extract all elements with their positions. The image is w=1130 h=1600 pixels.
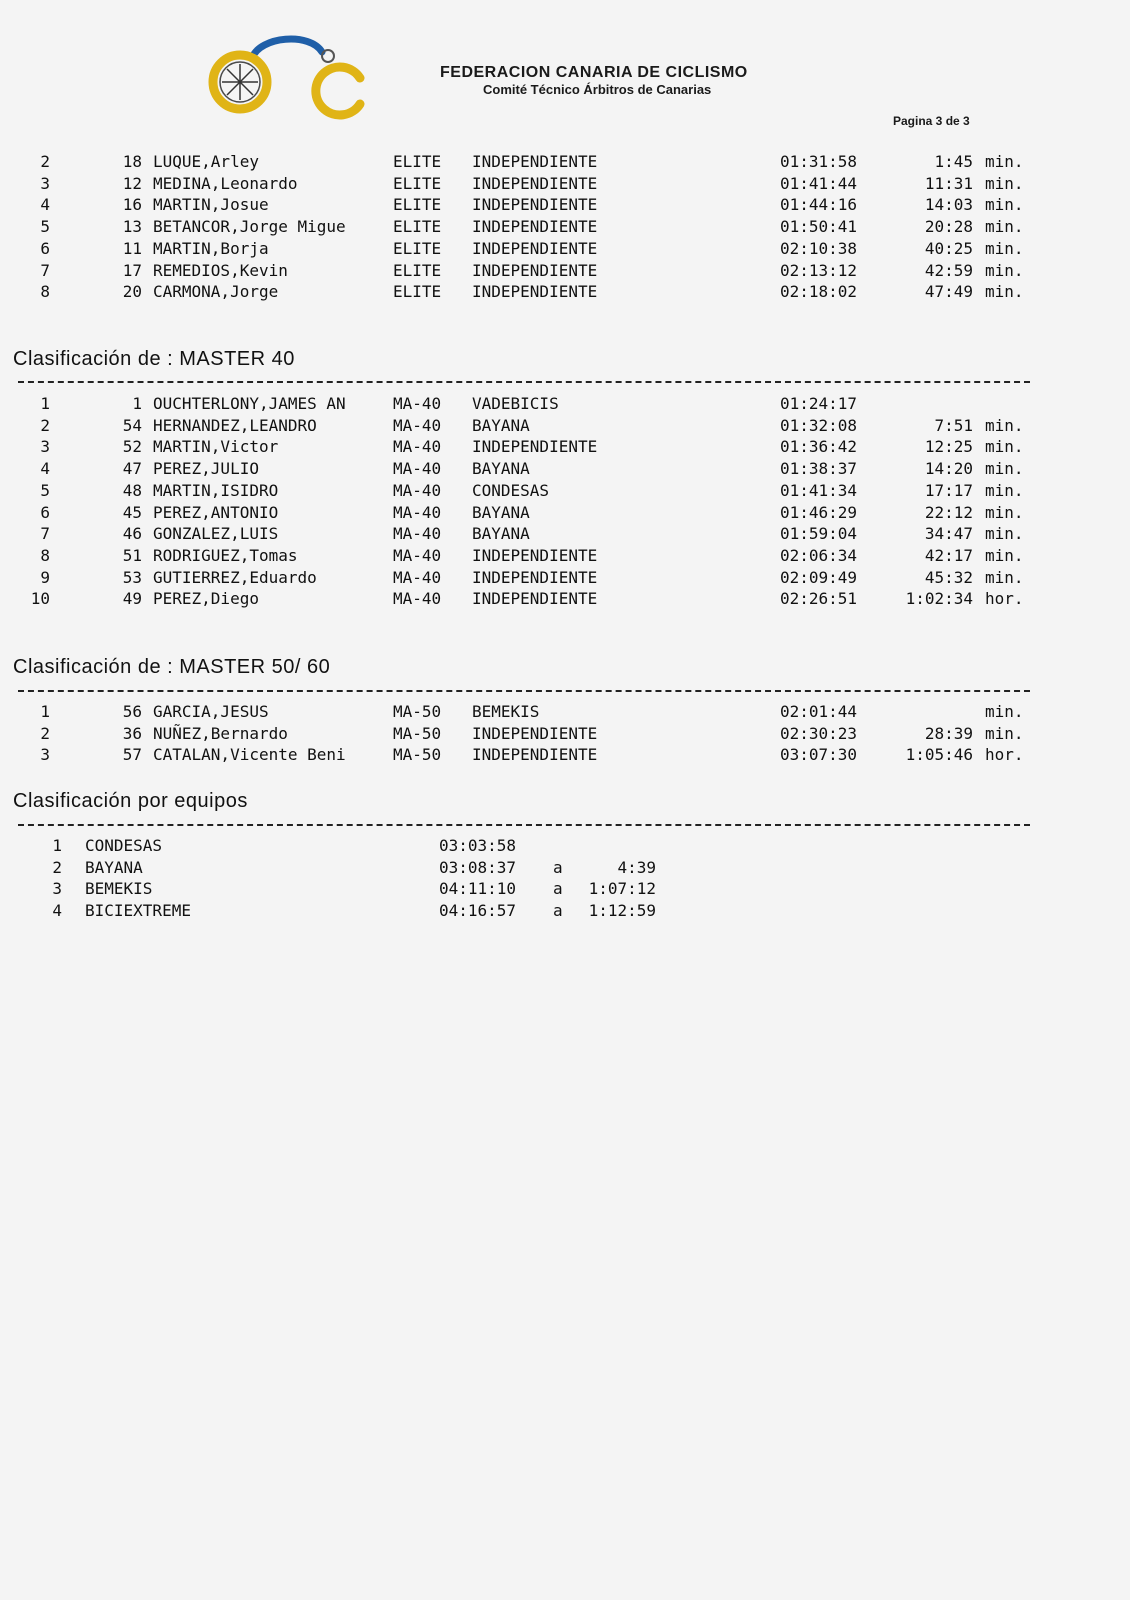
rider-name: NUÑEZ,Bernardo bbox=[153, 723, 288, 743]
gap-unit: min. bbox=[985, 437, 1024, 457]
rider-name: OUCHTERLONY,JAMES AN bbox=[153, 394, 346, 413]
dorsal-number: 36 bbox=[122, 723, 142, 743]
result-row bbox=[0, 723, 1130, 745]
category: ELITE bbox=[393, 217, 442, 237]
category: ELITE bbox=[393, 238, 442, 258]
teams-divider bbox=[18, 824, 1030, 826]
dorsal-number: 20 bbox=[122, 282, 142, 302]
time-gap: 7:51 bbox=[934, 415, 973, 435]
team-time: 04:16:57 bbox=[439, 901, 517, 921]
time-gap: 14:03 bbox=[924, 195, 973, 215]
position: 10 bbox=[30, 589, 50, 609]
dorsal-number: 11 bbox=[122, 238, 142, 258]
gap-unit: min. bbox=[985, 238, 1024, 258]
rider-name: MARTIN,Josue bbox=[153, 195, 269, 215]
position: 1 bbox=[40, 702, 50, 721]
team-time: 04:11:10 bbox=[439, 879, 517, 899]
rider-name: CATALAN,Vicente Beni bbox=[153, 745, 346, 765]
rider-name: GARCIA,JESUS bbox=[153, 702, 269, 721]
category: MA-50 bbox=[393, 745, 442, 765]
gap-unit: min. bbox=[985, 217, 1024, 237]
category: MA-40 bbox=[393, 502, 442, 522]
dorsal-number: 57 bbox=[122, 745, 142, 765]
dorsal-number: 51 bbox=[122, 545, 142, 565]
finish-time: 02:26:51 bbox=[780, 589, 858, 609]
finish-time: 01:38:37 bbox=[780, 459, 858, 479]
result-row bbox=[0, 545, 1130, 567]
category: MA-40 bbox=[393, 567, 442, 587]
dorsal-number: 52 bbox=[122, 437, 142, 457]
rider-name: GONZALEZ,LUIS bbox=[153, 524, 279, 544]
rider-name: PEREZ,Diego bbox=[153, 589, 259, 609]
category: ELITE bbox=[393, 173, 442, 193]
gap-unit: min. bbox=[985, 459, 1024, 479]
time-gap: 22:12 bbox=[924, 502, 973, 522]
dorsal-number: 49 bbox=[122, 589, 142, 609]
team: INDEPENDIENTE bbox=[472, 152, 598, 171]
team: INDEPENDIENTE bbox=[472, 437, 598, 457]
team-row bbox=[0, 857, 1130, 879]
gap-unit: hor. bbox=[985, 589, 1024, 609]
team: INDEPENDIENTE bbox=[472, 217, 598, 237]
dorsal-number: 47 bbox=[122, 459, 142, 479]
position: 3 bbox=[40, 173, 50, 193]
dorsal-number: 48 bbox=[122, 480, 142, 500]
rider-name: MARTIN,Victor bbox=[153, 437, 279, 457]
category: ELITE bbox=[393, 152, 442, 171]
gap-unit: min. bbox=[985, 480, 1024, 500]
team: BAYANA bbox=[472, 459, 530, 479]
finish-time: 01:44:16 bbox=[780, 195, 858, 215]
team-gap: 1:12:59 bbox=[588, 901, 656, 921]
category: ELITE bbox=[393, 195, 442, 215]
time-gap: 1:05:46 bbox=[905, 745, 973, 765]
finish-time: 01:32:08 bbox=[780, 415, 858, 435]
time-gap: 28:39 bbox=[924, 723, 973, 743]
team: BEMEKIS bbox=[472, 702, 540, 721]
dorsal-number: 16 bbox=[122, 195, 142, 215]
team: INDEPENDIENTE bbox=[472, 567, 598, 587]
category: MA-40 bbox=[393, 394, 442, 413]
time-gap: 14:20 bbox=[924, 459, 973, 479]
result-row bbox=[0, 458, 1130, 480]
page-number: Pagina 3 de 3 bbox=[893, 114, 970, 128]
finish-time: 01:46:29 bbox=[780, 502, 858, 522]
finish-time: 01:59:04 bbox=[780, 524, 858, 544]
finish-time: 02:09:49 bbox=[780, 567, 858, 587]
position: 8 bbox=[40, 545, 50, 565]
team: INDEPENDIENTE bbox=[472, 282, 598, 302]
category: MA-40 bbox=[393, 459, 442, 479]
position: 7 bbox=[40, 524, 50, 544]
team-row bbox=[0, 835, 1130, 857]
category: MA-40 bbox=[393, 545, 442, 565]
time-gap: 40:25 bbox=[924, 238, 973, 258]
dorsal-number: 18 bbox=[122, 152, 142, 171]
position: 4 bbox=[40, 195, 50, 215]
master40-divider bbox=[18, 381, 1030, 383]
dorsal-number: 45 bbox=[122, 502, 142, 522]
master50-heading: Clasificación de : MASTER 50/ 60 bbox=[13, 656, 331, 678]
finish-time: 01:31:58 bbox=[780, 152, 858, 171]
category: MA-50 bbox=[393, 702, 442, 721]
dorsal-number: 46 bbox=[122, 524, 142, 544]
team-gap-prefix: a bbox=[553, 857, 563, 877]
team: INDEPENDIENTE bbox=[472, 173, 598, 193]
result-row bbox=[0, 151, 1130, 173]
result-row bbox=[0, 281, 1130, 303]
result-row bbox=[0, 701, 1130, 723]
result-row bbox=[0, 415, 1130, 437]
dorsal-number: 13 bbox=[122, 217, 142, 237]
team-position: 2 bbox=[52, 857, 62, 877]
gap-unit: hor. bbox=[985, 745, 1024, 765]
category: ELITE bbox=[393, 260, 442, 280]
team-row bbox=[0, 878, 1130, 900]
position: 6 bbox=[40, 238, 50, 258]
category: MA-50 bbox=[393, 723, 442, 743]
master40-heading: Clasificación de : MASTER 40 bbox=[13, 348, 295, 370]
team: INDEPENDIENTE bbox=[472, 195, 598, 215]
rider-name: PEREZ,JULIO bbox=[153, 459, 259, 479]
team-position: 3 bbox=[52, 879, 62, 899]
cycling-federation-logo bbox=[200, 30, 380, 120]
rider-name: REMEDIOS,Kevin bbox=[153, 260, 288, 280]
time-gap: 11:31 bbox=[924, 173, 973, 193]
position: 3 bbox=[40, 437, 50, 457]
team: INDEPENDIENTE bbox=[472, 238, 598, 258]
category: MA-40 bbox=[393, 437, 442, 457]
team-time: 03:08:37 bbox=[439, 857, 517, 877]
team-gap: 4:39 bbox=[617, 857, 656, 877]
position: 2 bbox=[40, 152, 50, 171]
team-position: 4 bbox=[52, 901, 62, 921]
gap-unit: min. bbox=[985, 415, 1024, 435]
time-gap: 20:28 bbox=[924, 217, 973, 237]
team: BAYANA bbox=[472, 524, 530, 544]
rider-name: GUTIERREZ,Eduardo bbox=[153, 567, 317, 587]
result-row bbox=[0, 480, 1130, 502]
dorsal-number: 1 bbox=[132, 394, 142, 413]
gap-unit: min. bbox=[985, 502, 1024, 522]
team-name: CONDESAS bbox=[85, 836, 163, 855]
result-row bbox=[0, 173, 1130, 195]
position: 5 bbox=[40, 217, 50, 237]
finish-time: 01:41:44 bbox=[780, 173, 858, 193]
team-name: BICIEXTREME bbox=[85, 901, 191, 921]
dorsal-number: 54 bbox=[122, 415, 142, 435]
time-gap: 12:25 bbox=[924, 437, 973, 457]
rider-name: MEDINA,Leonardo bbox=[153, 173, 298, 193]
committee-subtitle: Comité Técnico Árbitros de Canarias bbox=[483, 82, 712, 97]
team-gap: 1:07:12 bbox=[588, 879, 656, 899]
category: MA-40 bbox=[393, 480, 442, 500]
gap-unit: min. bbox=[985, 260, 1024, 280]
result-row bbox=[0, 238, 1130, 260]
finish-time: 03:07:30 bbox=[780, 745, 858, 765]
finish-time: 02:30:23 bbox=[780, 723, 858, 743]
team: INDEPENDIENTE bbox=[472, 545, 598, 565]
position: 4 bbox=[40, 459, 50, 479]
team-name: BAYANA bbox=[85, 857, 143, 877]
rider-name: LUQUE,Arley bbox=[153, 152, 259, 171]
gap-unit: min. bbox=[985, 702, 1024, 721]
dorsal-number: 17 bbox=[122, 260, 142, 280]
finish-time: 01:24:17 bbox=[780, 394, 858, 413]
rider-name: BETANCOR,Jorge Migue bbox=[153, 217, 346, 237]
dorsal-number: 12 bbox=[122, 173, 142, 193]
gap-unit: min. bbox=[985, 152, 1024, 171]
category: ELITE bbox=[393, 282, 442, 302]
rider-name: PEREZ,ANTONIO bbox=[153, 502, 279, 522]
gap-unit: min. bbox=[985, 567, 1024, 587]
category: MA-40 bbox=[393, 415, 442, 435]
result-row bbox=[0, 260, 1130, 282]
master50-divider bbox=[18, 690, 1030, 692]
team: CONDESAS bbox=[472, 480, 550, 500]
finish-time: 02:06:34 bbox=[780, 545, 858, 565]
team: VADEBICIS bbox=[472, 394, 559, 413]
position: 2 bbox=[40, 723, 50, 743]
category: MA-40 bbox=[393, 589, 442, 609]
finish-time: 02:18:02 bbox=[780, 282, 858, 302]
finish-time: 01:41:34 bbox=[780, 480, 858, 500]
result-row bbox=[0, 588, 1130, 610]
dorsal-number: 53 bbox=[122, 567, 142, 587]
team: INDEPENDIENTE bbox=[472, 589, 598, 609]
result-row bbox=[0, 502, 1130, 524]
rider-name: MARTIN,Borja bbox=[153, 238, 269, 258]
result-row bbox=[0, 194, 1130, 216]
team-name: BEMEKIS bbox=[85, 879, 153, 899]
time-gap: 1:02:34 bbox=[905, 589, 973, 609]
dorsal-number: 56 bbox=[122, 702, 142, 721]
federation-title: FEDERACION CANARIA DE CICLISMO bbox=[440, 64, 748, 81]
finish-time: 02:13:12 bbox=[780, 260, 858, 280]
gap-unit: min. bbox=[985, 173, 1024, 193]
team-time: 03:03:58 bbox=[439, 836, 517, 855]
gap-unit: min. bbox=[985, 195, 1024, 215]
team-row bbox=[0, 900, 1130, 922]
position: 5 bbox=[40, 480, 50, 500]
team: BAYANA bbox=[472, 415, 530, 435]
result-row bbox=[0, 567, 1130, 589]
result-row bbox=[0, 523, 1130, 545]
team-gap-prefix: a bbox=[553, 879, 563, 899]
time-gap: 17:17 bbox=[924, 480, 973, 500]
team-position: 1 bbox=[52, 836, 62, 855]
time-gap: 45:32 bbox=[924, 567, 973, 587]
team: INDEPENDIENTE bbox=[472, 723, 598, 743]
rider-name: HERNANDEZ,LEANDRO bbox=[153, 415, 317, 435]
team: BAYANA bbox=[472, 502, 530, 522]
team: INDEPENDIENTE bbox=[472, 260, 598, 280]
position: 6 bbox=[40, 502, 50, 522]
position: 9 bbox=[40, 567, 50, 587]
finish-time: 01:50:41 bbox=[780, 217, 858, 237]
position: 7 bbox=[40, 260, 50, 280]
category: MA-40 bbox=[393, 524, 442, 544]
rider-name: RODRIGUEZ,Tomas bbox=[153, 545, 298, 565]
time-gap: 42:59 bbox=[924, 260, 973, 280]
result-row bbox=[0, 744, 1130, 766]
gap-unit: min. bbox=[985, 282, 1024, 302]
result-row bbox=[0, 436, 1130, 458]
team: INDEPENDIENTE bbox=[472, 745, 598, 765]
time-gap: 42:17 bbox=[924, 545, 973, 565]
gap-unit: min. bbox=[985, 723, 1024, 743]
result-row bbox=[0, 393, 1130, 415]
finish-time: 02:10:38 bbox=[780, 238, 858, 258]
position: 1 bbox=[40, 394, 50, 413]
finish-time: 02:01:44 bbox=[780, 702, 858, 721]
position: 2 bbox=[40, 415, 50, 435]
gap-unit: min. bbox=[985, 524, 1024, 544]
teams-heading: Clasificación por equipos bbox=[13, 790, 248, 812]
position: 8 bbox=[40, 282, 50, 302]
time-gap: 34:47 bbox=[924, 524, 973, 544]
team-gap-prefix: a bbox=[553, 901, 563, 921]
position: 3 bbox=[40, 745, 50, 765]
finish-time: 01:36:42 bbox=[780, 437, 858, 457]
time-gap: 1:45 bbox=[934, 152, 973, 171]
time-gap: 47:49 bbox=[924, 282, 973, 302]
rider-name: CARMONA,Jorge bbox=[153, 282, 279, 302]
gap-unit: min. bbox=[985, 545, 1024, 565]
result-row bbox=[0, 216, 1130, 238]
rider-name: MARTIN,ISIDRO bbox=[153, 480, 279, 500]
